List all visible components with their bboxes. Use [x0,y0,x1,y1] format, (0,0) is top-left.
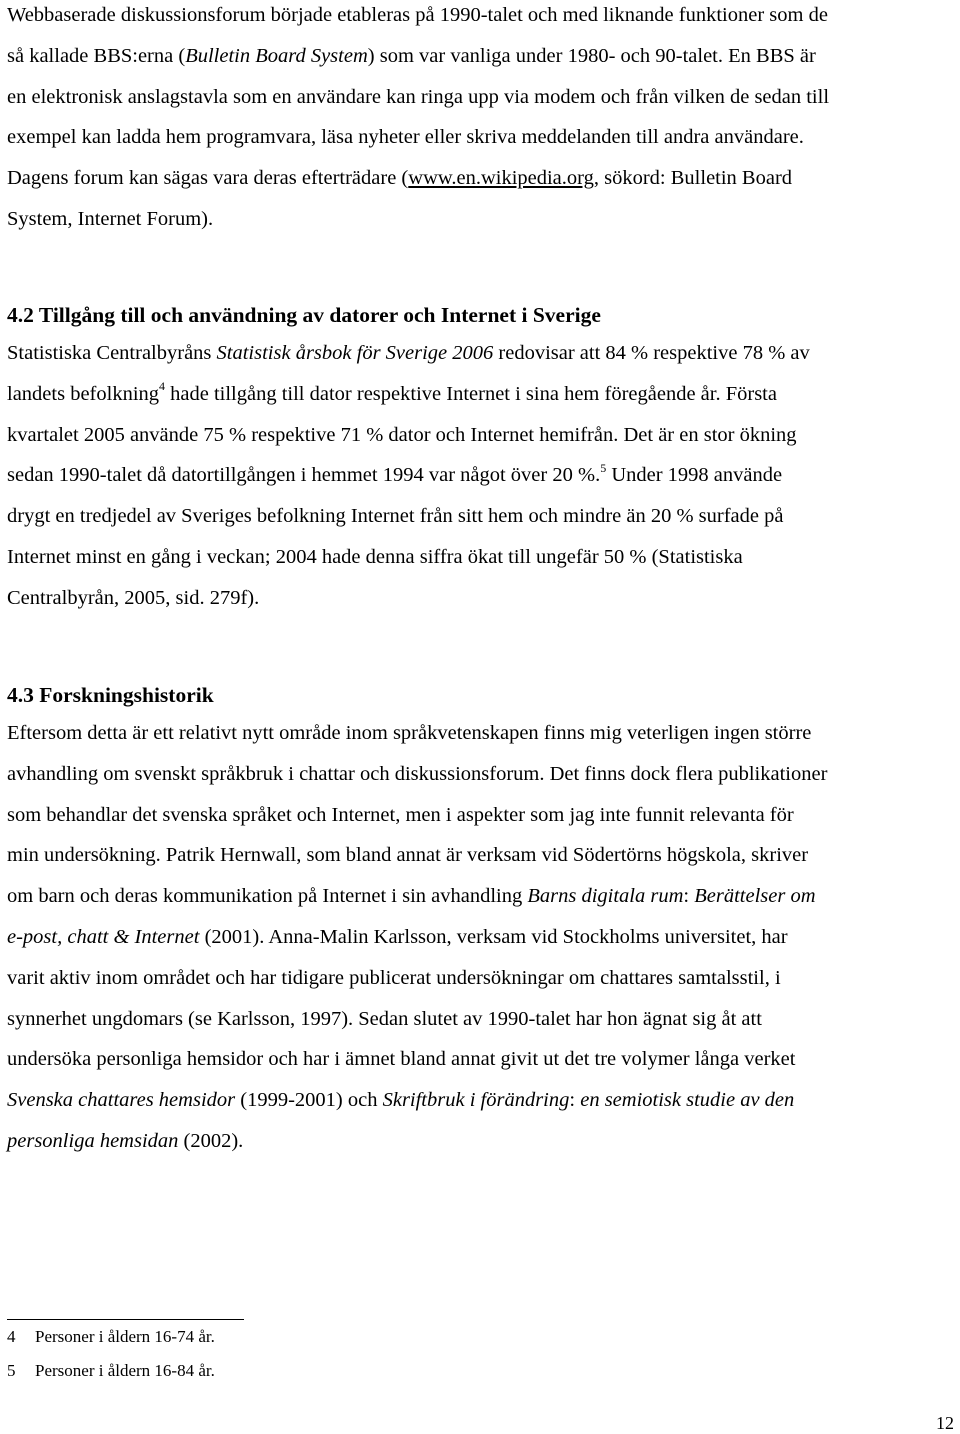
text-line: om barn och deras kommunikation på Internet i sin avhandling Barns digitala rum: Berättelser om [7,885,816,908]
intro-paragraph [7,0,957,240]
text-line: Internet minst en gång i veckan; 2004 hade denna siffra ökat till ungefär 50 % (Statistiska [7,545,743,568]
text-line: personliga hemsidan (2002). [7,1129,244,1152]
text-line: drygt en tredjedel av Sveriges befolkning Internet från sitt hem och mindre än 20 % surfade på [7,505,784,528]
section-heading-4-2: 4.2 Tillgång till och användning av datorer och Internet i Sverige [7,303,601,327]
text-line: Centralbyrån, 2005, sid. 279f). [7,586,260,609]
text-line: landets befolkning$^4$ hade tillgång till dator respektive Internet i sina hem föregående år. Första [7,378,777,405]
text-line: Webbaserade diskussionsforum började etableras på 1990-talet och med liknande funktioner som de [7,4,828,26]
text-line: en elektronisk anslagstavla som en användare kan ringa upp via modem och från vilken de sedan till [7,85,830,108]
text-line: Svenska chattares hemsidor (1999-2001) och Skriftbruk i förändring: en semiotisk studie av den [7,1089,795,1112]
section-4-2-paragraph [7,333,957,619]
footnote-ref[interactable]: 4 [159,378,166,393]
footnote-4: 4 Personer i åldern 16-74 år. [7,1327,215,1346]
text-line: synnerhet ungdomars (se Karlsson, 1997). Sedan slutet av 1990-talet har hon ägnat sig åt att [7,1007,762,1030]
text-line: Dagens forum kan sägas vara deras efterträdare (www.en.wikipedia.org, sökord: Bulletin Board [7,167,793,190]
text-line: undersöka personliga hemsidor och har i ämnet bland annat givit ut det tre volymer långa verket [7,1048,796,1071]
text-line: Eftersom detta är ett relativt nytt område inom språkvetenskapen finns mig veterligen ingen större [7,722,812,744]
text-line: avhandling om svenskt språkbruk i chattar och diskussionsforum. Det finns dock flera publikationer [7,762,828,785]
wikipedia-link[interactable]: www.en.wikipedia.org [408,167,594,190]
text-line: kvartalet 2005 använde 75 % respektive 71 % dator och Internet hemifrån. Det är en stor ökning [7,423,797,446]
text-line: exempel kan ladda hem programvara, läsa nyheter eller skriva meddelanden till andra användare. [7,126,804,149]
text-line: e-post, chatt & Internet (2001). Anna-Malin Karlsson, verksam vid Stockholms universitet, har [7,925,788,948]
footnote-ref[interactable]: 5 [600,460,607,475]
footnote-divider [7,1319,244,1320]
footnote-5: 5 Personer i åldern 16-84 år. [7,1361,215,1380]
section-4-3-paragraph [7,713,957,1162]
text-line: varit aktiv inom området och har tidigare publicerat undersökningar om chattares samtalsstil, i [7,966,781,989]
page-number: 12 [936,1413,954,1433]
section-heading-4-3: 4.3 Forskningshistorik [7,683,214,707]
text-line: så kallade BBS:erna (Bulletin Board System) som var vanliga under 1980- och 90-talet. En BBS är [7,44,816,67]
text-line: System, Internet Forum). [7,207,214,230]
text-line: min undersökning. Patrik Hernwall, som bland annat är verksam vid Södertörns högskola, skriver [7,844,809,867]
text-line: Statistiska Centralbyråns Statistisk årsbok för Sverige 2006 redovisar att 84 % respektive 78 % av [7,342,810,364]
text-line: sedan 1990-talet då datortillgången i hemmet 1994 var något över 20 %.$^5$ Under 1998 använde [7,460,783,487]
text-line: som behandlar det svenska språket och Internet, men i aspekter som jag inte funnit relevanta för [7,803,794,826]
